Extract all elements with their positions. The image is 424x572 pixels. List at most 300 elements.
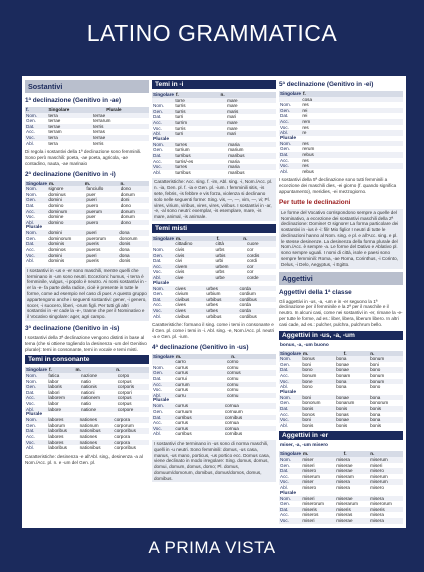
table-cell: boni [370,361,379,367]
table-cell: Voc. [25,253,47,259]
table-cell: dona [119,247,130,253]
table-cell: labor [48,378,59,384]
table-cell: miseros [302,512,319,518]
table-cell: Voc. [280,124,289,130]
table-row [279,423,403,429]
table-cell: Voc. [152,426,174,432]
adj-er-example: miser, -a, -um misero [280,443,328,449]
table-cell: cordibus [239,313,257,319]
table-cell: corporibus [114,445,136,451]
column-header: n. [369,351,403,357]
table-cell: urbibus [205,297,238,303]
table-cell: terrarum [93,118,111,124]
table-cell: bonum [302,373,317,379]
table-cell: Nom. [153,247,164,253]
table-cell: Dat. [25,428,47,434]
table-cell: Gen. [153,408,163,414]
table-cell: domine [48,214,64,220]
table-cell: pueri [85,253,118,259]
table-cell: bonos [302,411,315,417]
table-cell: puerum [85,209,119,215]
table-cell: maria [228,158,240,164]
table-cell: Abl. [26,140,34,146]
table-cell: Nom. [279,356,301,362]
table-cell: Abl. [26,258,34,264]
table-cell: Abl. [25,407,47,413]
table-cell: misera [335,479,369,485]
plural-label: Plurale [153,280,169,286]
declension-table [152,241,276,280]
table-cell: cornuum [224,408,243,414]
table-cell: cornu [226,387,239,393]
table-cell: torre [174,98,226,104]
table-cell: Dat. [279,152,301,158]
table-cell: cor [247,269,254,275]
table-cell: miseri [370,462,383,468]
table-cell: civem [174,264,214,270]
table-cell: Acc. [26,433,35,439]
table-cell: Gen. [153,291,163,297]
table-cell: mari [227,114,237,120]
column-header: n. [220,92,276,98]
table-cell: Acc. [153,158,162,164]
table-cell: civis [175,247,185,253]
table-cell: currus [175,387,189,393]
table-cell: Dat. [153,114,162,120]
table-cell: cornibus [224,415,276,421]
table-cell: maris [226,109,276,115]
table-cell: natione [80,407,117,413]
table-cell: Nom. [279,496,301,502]
table-cell: Gen. [280,501,290,507]
table-cell: pueri [85,230,118,236]
table-cell: cosa [301,97,403,103]
table-cell: corporum [114,422,134,428]
table-cell: bonae [336,361,349,367]
table-cell: cornus [226,370,276,376]
table-cell: currus [174,370,226,376]
decl3-note: I sostantivi della 3ª declinazione vengono distinti in base al tema (che si ottiene togliendo la desinenza -um del Genitivo plurale): temi in consonante, temi in vocale e temi misti. [25,335,147,352]
table-cell: terris [92,124,149,130]
declension-table [25,373,149,412]
table-cell: turri [175,114,184,120]
table-cell: misera [336,484,350,490]
column-header: Singolare [153,235,174,241]
declension-table [25,417,149,451]
decl2-heading: 2ª declinazione (Genitivo in -i) [25,170,116,178]
table-cell: Nom. [26,378,37,384]
table-cell: civis [174,253,214,259]
table-cell: donum [120,209,149,215]
table-cell: dono [120,202,131,208]
table-cell: cives [175,302,186,308]
table-cell: Abl. [152,275,174,281]
table-cell: Gen. [25,384,47,390]
column-header: m. [84,181,120,187]
footer-subtitle: A PRIMA VISTA [148,538,276,557]
table-cell: bono [301,367,335,373]
table-cell: corpo [117,373,149,379]
table-cell: Acc. [280,373,289,379]
table-cell: maribus [228,169,245,175]
table-cell: bonorum [370,400,389,406]
table-cell: nationibus [79,428,114,434]
table-cell: dona [118,230,149,236]
table-cell: fanciullo [85,186,119,192]
table-cell: corpus [117,400,132,406]
page-title: LATINO GRAMMATICA [86,20,338,46]
table-cell: terrae [92,135,149,141]
table-cell: Gen. [280,146,290,152]
table-cell: terris [93,140,104,146]
table-cell: labor [48,400,59,406]
table-cell: miseris [301,507,335,513]
table-cell: civibus [174,297,205,303]
table-cell: misera [369,518,403,524]
table-cell: currus [175,420,189,426]
table-cell: Nom. [152,403,174,409]
table-cell: miserorum [370,501,392,507]
table-cell: bona [335,356,369,362]
table-cell: dominis [48,258,65,264]
table-cell: cornua [224,426,276,432]
table-cell: turris [174,109,226,115]
vowel-note: Caratteristiche: Acc. sing. f. -im, Abl. sing. -i, Nom./Acc. pl. n. -ia, Gen. pl. f. -ia e Gen. pl. -ium. I femminili sitis, -is sete, febris, -is febbre e vis forza, violenza si declinano solo nelle seguenti forme: Sing. vis, —, —, vim, —, vi; Pl. vires, virium, viribus, vires, vires, viribus. I sostantivi in -ar, -e, -al sono neutri: exemplar, -is esemplare, mare, -is mare, animal, -is animale. [152,178,276,221]
table-cell: cornu [226,375,239,381]
table-cell: re [301,130,403,136]
table-cell: Voc. [26,214,35,220]
column-header: Singolare [280,91,301,96]
table-cell: cordibus [238,297,276,303]
table-cell: pueri [85,197,119,203]
table-cell: puerorum [86,235,107,241]
column-header: Singolare [153,92,174,97]
table-cell: bona [369,395,403,401]
table-cell: laboribus [47,428,78,434]
table-cell: miseras [336,512,353,518]
general-heading: Per tutte le declinazioni [279,198,351,206]
table-row [25,258,149,264]
table-cell: Acc. [152,120,174,126]
table-cell: turribus [175,169,191,175]
table-cell: nationes [79,440,114,446]
table-cell: terrae [92,113,149,119]
table-cell: nationis [80,384,117,390]
column-3 [279,80,403,524]
table-cell: Abl. [153,313,161,319]
table-cell: bona [336,384,347,390]
declension-table [152,359,276,398]
table-cell: cor [246,264,276,270]
declension-table [279,496,403,524]
table-cell: Abl. [280,422,288,428]
table-cell: Voc. [153,269,162,275]
table-cell: dominis [47,241,85,247]
column-header: m. [175,354,230,360]
table-cell: Dat. [26,389,35,395]
table-cell: rebus [302,168,314,174]
table-cell: bonum [369,356,403,362]
decl1-table [25,107,149,146]
declension-table [152,403,276,437]
table-cell: res [301,141,403,147]
table-row [279,169,403,175]
column-header: Singolare [26,367,47,373]
column-header: m. [175,236,216,242]
section-bar-nouns: Sostantivi [25,80,149,93]
column-header: f. [25,107,47,113]
plural-label: Plurale [153,398,169,404]
table-cell: Nom. [279,395,301,401]
table-cell: Abl. [25,220,47,226]
table-cell: urbium [206,291,221,297]
table-cell: Acc. [280,411,289,417]
table-cell: urbes [205,286,238,292]
plural-label: Plurale [280,490,296,496]
table-cell: fatica [47,373,80,379]
table-cell: nationes [79,417,114,423]
table-cell: laborem [47,395,80,401]
table-cell: domino [48,202,64,208]
table-cell: currui [175,375,187,381]
table-cell: res [302,157,309,163]
table-cell: miser [301,479,335,485]
table-cell: corpora [114,433,130,439]
table-cell: puer [86,191,96,197]
table-cell: turris [175,125,186,131]
table-cell: cornua [224,420,239,426]
table-cell: bonis [301,406,335,412]
table-cell: miserum [369,479,403,485]
table-cell: donum [120,214,135,220]
table-cell: mari [226,131,276,137]
table-cell: miseram [336,473,354,479]
table-cell: Nom. [25,113,47,119]
table-cell: Acc. [280,473,289,479]
table-cell: turres [174,164,227,170]
table-cell: donorum [119,235,138,241]
table-cell: bonarum [336,400,355,406]
table-cell: Dat. [25,241,47,247]
table-cell: corpori [117,389,132,395]
table-cell: Acc. [26,247,35,253]
table-cell: natio [81,400,91,406]
table-cell: civibus [175,313,190,319]
table-cell: laborum [48,422,65,428]
consonant-note: Caratteristiche: desinenza -e all'Abl. sing., desinenza -a al Nom./Acc. pl. n. e -um del Gen. pl. [25,453,143,465]
consonant-table [25,367,149,450]
table-cell: bonis [302,422,314,428]
table-cell: urbem [214,264,246,270]
declension-table [279,141,403,175]
table-cell: urbes [206,302,218,308]
table-cell: miserum [302,473,320,479]
table-cell: Gen. [152,370,174,376]
table-cell: Dat. [279,367,301,373]
table-cell: misero [369,468,403,474]
table-cell: Nom. [279,141,301,147]
table-cell: mare [227,103,238,109]
mixed-note: Caratteristiche: formano il sing. come i temi in consonante e il Gen. pl. come i temi in -i. Abl. sing. -e, Nom./Acc. pl. neutri -a e Gen. pl. -ium. [152,322,275,339]
table-cell: nationi [81,389,95,395]
declension-table [279,97,403,136]
table-cell: Voc. [25,135,47,141]
vowel-table [152,92,276,175]
table-cell: turris/-es [175,158,194,164]
table-cell: corda [238,286,276,292]
table-cell: dominum [47,209,85,215]
table-cell: carro [174,359,226,365]
table-cell: nationibus [79,445,101,451]
table-cell: urbes [205,308,238,314]
table-cell: cornu [226,382,276,388]
column-1 [25,80,149,524]
table-cell: Voc. [152,164,174,170]
table-cell: Abl. [153,431,161,437]
table-cell: donis [119,258,131,264]
table-cell: bonae [335,367,369,373]
table-cell: Abl. [153,169,161,175]
column-header: f. [216,236,243,242]
table-cell: cornibus [224,431,243,437]
table-cell: urbe [214,275,246,281]
table-cell: mare [226,98,276,104]
table-cell: Dat. [280,113,289,119]
table-cell: corpus [117,395,149,401]
decl2-note: I sostantivi in -us e -er sono maschili, mentre quelli che terminano in -um sono neutri. Eccezioni: humus, -i terra è femminile, vulgus, -i popolo è neutro. Ai nomi sostantivi in -er la -e- fa parte della radice, cioè è presente in tutte le forme, come ad esempio nel caso di puer. A questo gruppo appartengono anche i seguenti sostantivi: gener, -i genero, socer, -i suocero, liberi, -orum figli. Per tutti gli altri sostantivi in -er cade la -e-, tranne che per il Nominativo e il Vocativo singolare: ager, agri campo. [25,267,149,321]
table-cell: donum [120,191,135,197]
table-cell: maria [227,142,276,148]
table-cell: Acc. [152,264,174,270]
table-cell: Acc. [152,382,174,388]
table-cell: pueris [85,241,118,247]
table-cell: Nom. [25,373,47,379]
table-cell: bonorum [302,400,321,406]
table-cell: bonam [336,373,351,379]
table-row [152,431,276,437]
table-cell: cornu [226,364,239,370]
table-cell: bono [370,384,381,390]
column-header: f. [302,91,403,97]
table-cell: bono [302,384,313,390]
table-cell: nationem [80,395,117,401]
table-cell: corpora [113,440,149,446]
table-cell: doni [120,197,149,203]
plural-label: Plurale [153,136,169,142]
table-cell: Abl. [280,484,288,490]
table-cell: cordium [239,291,256,297]
table-cell: misera [335,457,369,463]
table-cell: nationes [79,433,97,439]
table-cell: Voc. [25,440,47,446]
table-cell: Gen. [26,118,36,124]
decl4-heading: 4ª declinazione (Genitivo in -us) [152,343,249,351]
table-cell: rerum [302,146,315,152]
column-header: Singolare [280,350,301,356]
table-cell: domino [47,220,85,226]
table-cell: dominus [48,191,66,197]
plural-label: Plurale [26,412,42,418]
table-cell: Gen. [279,108,301,114]
table-cell: bona [370,411,381,417]
table-cell: nationum [79,422,99,428]
table-cell: corporis [117,384,149,390]
table-cell: bono [369,367,403,373]
table-cell: misero [370,484,384,490]
table-cell: currus [174,403,224,409]
table-cell: Voc. [279,518,301,524]
table-cell: puero [85,220,119,226]
table-cell: bonis [370,422,382,428]
table-cell: terra [48,140,58,146]
table-cell: terram [48,129,62,135]
table-cell: rem [301,119,403,125]
adj1-note: Gli aggettivi in -us, -a, -um e in -er seguono la 1ª declinazione per il femminile e la 2ª per il maschile e il neutro. In alcuni casi, come nei sostantivi in -er, rimane la -e- per tutte le forme, ad es.: liber, libera, liberum libero. In altri casi cade, ad es.: pulcher, pulchra, pulchrum bello. [279,298,403,327]
column-header: Singolare [153,353,174,359]
table-cell: miser [301,457,335,463]
table-cell: miserae [335,518,369,524]
table-cell: Nom. [279,457,301,463]
table-cell: Abl. [26,445,34,451]
table-cell: bona [335,379,369,385]
table-cell: currus [175,364,189,370]
table-cell: cordi [247,258,257,264]
declension-table [279,356,403,390]
table-cell: boni [301,417,335,423]
table-cell: Nom. [25,186,47,192]
table-row [152,314,276,320]
adj1-heading: Aggettivi della 1ª classe [279,288,352,296]
table-cell: terra [47,135,92,141]
table-cell: corda [238,308,276,314]
table-cell: Voc. [152,308,174,314]
table-cell: Gen. [152,109,174,115]
table-cell: Voc. [279,163,301,169]
column-header: m. [48,181,84,187]
table-cell: bone [301,379,335,385]
table-cell: mare [226,120,276,126]
table-cell: bona [369,417,403,423]
table-cell: civium [175,291,189,297]
table-cell: cuore [246,241,276,247]
table-cell: urbs [215,269,225,275]
declension-table [25,230,149,264]
table-cell: miseri [301,496,335,502]
column-header: m. [302,451,343,457]
column-header: f. [343,451,370,457]
table-cell: urbibus [206,313,222,319]
table-cell: Dat. [152,415,174,421]
table-cell: bonus [301,356,335,362]
table-cell: labore [47,407,80,413]
adj-er-table [279,451,403,523]
adj-us-table [279,351,403,429]
declension-table [152,142,276,176]
table-cell: dominorum [48,235,72,241]
table-cell: Nom. [26,191,37,197]
adj-us-example: bonus, -a, -um buono [280,342,329,348]
table-cell: Abl. [280,168,288,174]
table-cell: terrae [47,124,92,130]
table-cell: Dat. [279,406,301,412]
column-header: m. [302,351,343,357]
table-cell: Acc. [280,512,289,518]
table-cell: maribus [227,153,276,159]
table-cell: Gen. [25,197,47,203]
table-cell: Acc. [25,395,47,401]
table-cell: rei [302,113,308,119]
table-cell: Nom. [280,102,291,108]
